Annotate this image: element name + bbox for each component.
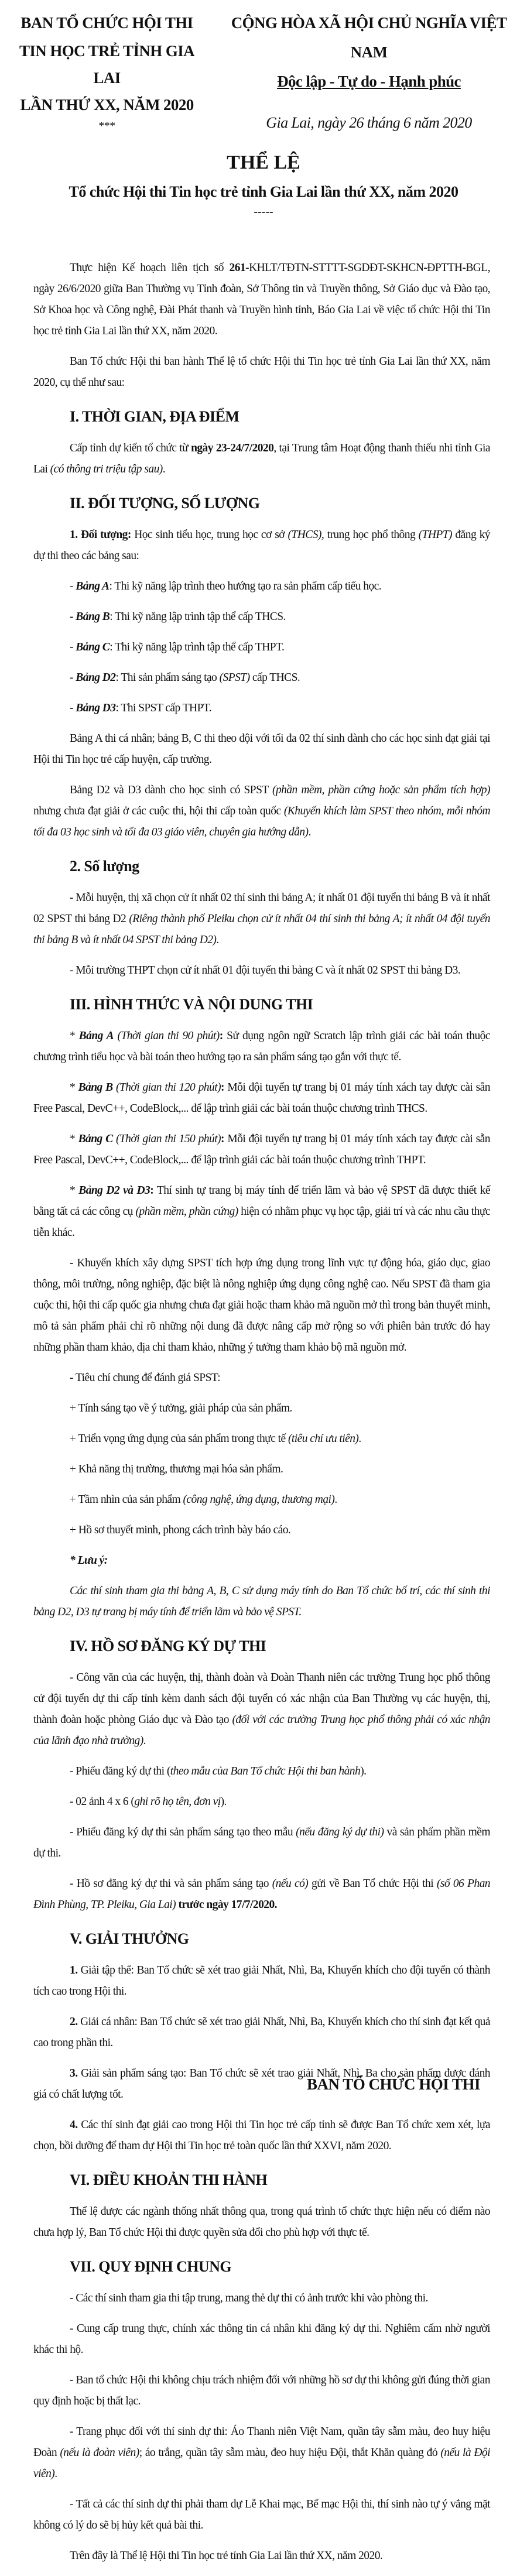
subsection-heading: 2. Số lượng [70, 858, 139, 875]
issuer-header [6, 8, 208, 133]
paragraph: Bảng D2 và D3 dành cho học sinh có SPST (phần mềm, phần cứng hoặc sản phẩm tích hợp) nhưng chưa đạt giải ở các cuộc thi, hội thi cấp toàn quốc (Khuyến khích làm SPST theo nhóm, mỗi nhóm tối đa 03 học sinh và tối đa 03 giáo viên, chuyên gia hướng dẫn). [33, 784, 491, 838]
section-heading: IV. HỒ SƠ ĐĂNG KÝ DỰ THI [70, 1638, 266, 1654]
paragraph: - Tất cả các thí sinh dự thi phải tham dự Lễ Khai mạc, Bế mạc Hội thi, thí sinh nào tự ý vắng mặt không có lý do sẽ bị hủy kết quả bài thi. [33, 2498, 490, 2532]
document-title: THỂ LỆ [227, 152, 300, 173]
paragraph: - 02 ảnh 4 x 6 (ghi rõ họ tên, đơn vị). [70, 1796, 227, 1808]
list-item: - Bảng D2: Thi sản phẩm sáng tạo (SPST) cấp THCS. [70, 672, 300, 684]
document-body [33, 258, 490, 2576]
paragraph: - Mỗi trường THPT chọn cử ít nhất 01 đội tuyển thi bảng C và ít nhất 02 SPST thi bảng D3. [70, 964, 461, 977]
criteria-item: + Tính sáng tạo về ý tưởng, giải pháp của sản phẩm. [70, 1402, 292, 1414]
paragraph: Bảng A thi cá nhân; bảng B, C thi theo đội với tối đa 02 thí sinh dành cho các học sinh đạt giải tại Hội thi Tin học trẻ cấp huyện, cấp trường. [33, 732, 490, 766]
issue-date: Gia Lai, ngày 26 tháng 6 năm 2020 [266, 114, 472, 131]
intro-paragraph: Ban Tổ chức Hội thi ban hành Thể lệ tổ chức Hội thi Tin học trẻ tỉnh Gia Lai lần thứ XX, năm 2020, cụ thể như sau: [33, 355, 490, 389]
stars-divider: *** [98, 119, 115, 132]
note-heading: * Lưu ý: [70, 1554, 108, 1567]
paragraph: * Bảng D2 và D3: Thí sinh tự trang bị máy tính để triển lãm và bảo vệ SPST đã được thiết kế bằng tất cả các công cụ (phần mềm, phần cứng) hiện có nhằm phục vụ học tập, giải trí và các nhu cầu thực tiễn khác. [33, 1184, 490, 1239]
nation-header [217, 8, 521, 135]
nation-title: CỘNG HÒA XÃ HỘI CHỦ NGHĨA VIỆT NAM [231, 14, 507, 61]
issuer-line: TIN HỌC TRẺ TỈNH GIA LAI [19, 42, 195, 87]
paragraph: * Bảng B (Thời gian thi 120 phút): Mỗi đội tuyển tự trang bị 01 máy tính xách tay được cài sẵn Free Pascal, DevC++, CodeBlock,... để lập trình giải các bài toán thuộc chương trình THCS. [33, 1081, 490, 1115]
list-item: - Bảng A: Thi kỹ năng lập trình theo hướng tạo ra sản phẩm cấp tiểu học. [70, 580, 382, 592]
section-heading: VI. ĐIỀU KHOẢN THI HÀNH [70, 2171, 268, 2188]
criteria-item: + Khả năng thị trường, thương mại hóa sản phẩm. [70, 1463, 283, 1475]
paragraph: - Mỗi huyện, thị xã chọn cử ít nhất 02 thí sinh thi bảng A; ít nhất 01 đội tuyển thi bảng B và ít nhất 02 SPST thi bảng D2 (Riêng thành phố Pleiku chọn cử ít nhất 04 thí sinh thi bảng A; ít nhất 04 đội tuyển thi bảng B và ít nhất 04 SPST thi bảng D2). [33, 892, 490, 946]
intro-paragraph: Thực hiện Kế hoạch liên tịch số 261-KHLT/TĐTN-STTTT-SGDĐT-SKHCN-ĐPTTH-BGL, ngày 26/6/2020 giữa Ban Thường vụ Tỉnh đoàn, Sở Thông tin và Truyền thông, Sở Giáo dục và Đào tạo, Sở Khoa học và Công nghệ, Đài Phát thanh và Truyền hình tỉnh, Báo Gia Lai về việc tổ chức Hội thi Tin học trẻ tỉnh Gia Lai lần thứ XX, năm 2020. [33, 262, 490, 337]
section-heading: III. HÌNH THỨC VÀ NỘI DUNG THI [70, 996, 313, 1013]
section-heading: V. GIẢI THƯỞNG [70, 1930, 189, 1947]
paragraph: Cấp tỉnh dự kiến tổ chức từ ngày 23-24/7/2020, tại Trung tâm Hoạt động thanh thiếu nhi tỉnh Gia Lai (có thông tri triệu tập sau). [33, 442, 491, 475]
list-item: - Bảng B: Thi kỹ năng lập trình tập thể cấp THCS. [70, 611, 286, 623]
list-item: - Bảng C: Thi kỹ năng lập trình tập thể cấp THPT. [70, 641, 285, 653]
prize-item: 2. Giải cá nhân: Ban Tổ chức sẽ xét trao giải Nhất, Nhì, Ba, Khuyến khích cho thí sinh đạt kết quả cao trong phần thi. [33, 2016, 490, 2049]
section-heading: VII. QUY ĐỊNH CHUNG [70, 2258, 232, 2275]
document-subtitle: Tổ chức Hội thi Tin học trẻ tỉnh Gia Lai lần thứ XX, năm 2020 [69, 183, 458, 200]
paragraph: - Tiêu chí chung để đánh giá SPST: [70, 1372, 221, 1384]
paragraph: - Trang phục đối với thí sinh dự thi: Áo Thanh niên Việt Nam, quần tây sẫm màu, đeo huy hiệu Đoàn (nếu là đoàn viên); áo trắng, quần tây sẫm màu, đeo huy hiệu Đội, thắt Khăn quàng đỏ (nếu là Đội viên). [33, 2426, 490, 2480]
section-heading: II. ĐỐI TƯỢNG, SỐ LƯỢNG [70, 495, 260, 512]
paragraph: 1. Đối tượng: Học sinh tiểu học, trung học cơ sở (THCS), trung học phổ thông (THPT) đăng ký dự thi theo các bảng sau: [33, 529, 490, 562]
paragraph: * Bảng A (Thời gian thi 90 phút): Sử dụng ngôn ngữ Scratch lập trình giải các bài toán thuộc chương trình tiểu học và bài toán theo hướng tạo ra sản phẩm sáng tạo gắn với thực tế. [33, 1030, 490, 1063]
paragraph: - Khuyến khích xây dựng SPST tích hợp ứng dụng trong lĩnh vực tự động hóa, giáo dục, giao thông, môi trường, nông nghiệp, đặc biệt là nông nghiệp ứng dụng công nghệ cao. Nếu SPST đã tham gia cuộc thi, hội thi cấp quốc gia nhưng chưa đạt giải hoặc tham khảo mã nguồn mở thì trong bản thuyết minh, mô tả sản phẩm phải chỉ rõ những nội dung đã được nâng cấp mở rộng so với phiên bản trước đó hay những phần tham khảo, địa chỉ tham khảo, những ý tưởng tham khảo bộ mã nguồn mở. [33, 1257, 490, 1354]
signature-block: BAN TỔ CHỨC HỘI THI [306, 2075, 480, 2093]
criteria-item: + Hồ sơ thuyết minh, phong cách trình bày báo cáo. [70, 1524, 291, 1536]
paragraph: - Ban tổ chức Hội thi không chịu trách nhiệm đối với những hồ sơ dự thi không gửi đúng thời gian quy định hoặc bị thất lạc. [33, 2374, 490, 2407]
document-title-block [0, 146, 527, 219]
national-motto: Độc lập - Tự do - Hạnh phúc [277, 73, 461, 90]
prize-item: 3. Giải sản phẩm sáng tạo: Ban Tổ chức sẽ xét trao giải Nhất, Nhì, Ba cho sản phẩm được đánh giá có chất lượng tốt. [33, 2067, 490, 2101]
paragraph: - Cung cấp trung thực, chính xác thông tin cá nhân khi đăng ký dự thi. Nghiêm cấm nhờ người khác thi hộ. [33, 2322, 490, 2356]
criteria-item: + Tầm nhìn của sản phẩm (công nghệ, ứng dụng, thương mại). [70, 1493, 337, 1506]
criteria-item: + Triển vọng ứng dụng của sản phẩm trong thực tế (tiêu chí ưu tiên). [70, 1433, 361, 1445]
paragraph: - Phiếu đăng ký dự thi sản phẩm sáng tạo theo mẫu (nếu đăng ký dự thi) và sản phẩm phần mềm dự thi. [33, 1826, 490, 1859]
prize-item: 4. Các thí sinh đạt giải cao trong Hội thi Tin học trẻ cấp tỉnh sẽ được Ban Tổ chức xem xét, lựa chọn, bồi dưỡng để tham dự Hội thi Tin học trẻ toàn quốc lần thứ XXVI, năm 2020. [33, 2119, 490, 2152]
title-divider: ----- [254, 205, 273, 218]
closing-paragraph: Trên đây là Thể lệ Hội thi Tin học trẻ tỉnh Gia Lai lần thứ XX, năm 2020. [70, 2550, 383, 2562]
paragraph: - Phiếu đăng ký dự thi (theo mẫu của Ban Tổ chức Hội thi ban hành). [70, 1765, 367, 1777]
issuer-line: BAN TỔ CHỨC HỘI THI [20, 14, 193, 32]
paragraph: Thể lệ được các ngành thống nhất thông qua, trong quá trình tổ chức thực hiện nếu có điểm nào chưa hợp lý, Ban Tổ chức Hội thi được quyền sửa đổi cho phù hợp với thực tế. [33, 2205, 490, 2239]
prize-item: 1. Giải tập thể: Ban Tổ chức sẽ xét trao giải Nhất, Nhì, Ba, Khuyến khích cho đội tuyển có thành tích cao trong Hội thi. [33, 1964, 490, 1998]
paragraph: - Các thí sinh tham gia thi tập trung, mang thẻ dự thi có ảnh trước khi vào phòng thi. [70, 2292, 428, 2304]
paragraph: - Hồ sơ đăng ký dự thi và sản phẩm sáng tạo (nếu có) gửi về Ban Tổ chức Hội thi (số 06 Phan Đình Phùng, TP. Pleiku, Gia Lai) trước ngày 17/7/2020. [33, 1878, 490, 1911]
paragraph: * Bảng C (Thời gian thi 150 phút): Mỗi đội tuyển tự trang bị 01 máy tính xách tay được cài sẵn Free Pascal, DevC++, CodeBlock,... để lập trình giải các bài toán thuộc chương trình THPT. [33, 1133, 490, 1166]
note-paragraph: Các thí sinh tham gia thi bảng A, B, C sử dụng máy tính do Ban Tổ chức bố trí, các thí sinh thi bảng D2, D3 tự trang bị máy tính để triển lãm và bảo vệ SPST. [33, 1585, 490, 1618]
section-heading: I. THỜI GIAN, ĐỊA ĐIỂM [70, 408, 239, 425]
list-item: - Bảng D3: Thi SPST cấp THPT. [70, 702, 212, 714]
paragraph: - Công văn của các huyện, thị, thành đoàn và Đoàn Thanh niên các trường Trung học phổ thông cử đội tuyển dự thi cấp tỉnh kèm danh sách đội tuyển có xác nhận của Ban Thường vụ các huyện, thị, thành đoàn hoặc phòng Giáo dục và Đào tạo (đối với các trường Trung học phổ thông phải có xác nhận của lãnh đạo nhà trường). [33, 1671, 490, 1747]
issuer-line: LẦN THỨ XX, NĂM 2020 [20, 96, 194, 114]
